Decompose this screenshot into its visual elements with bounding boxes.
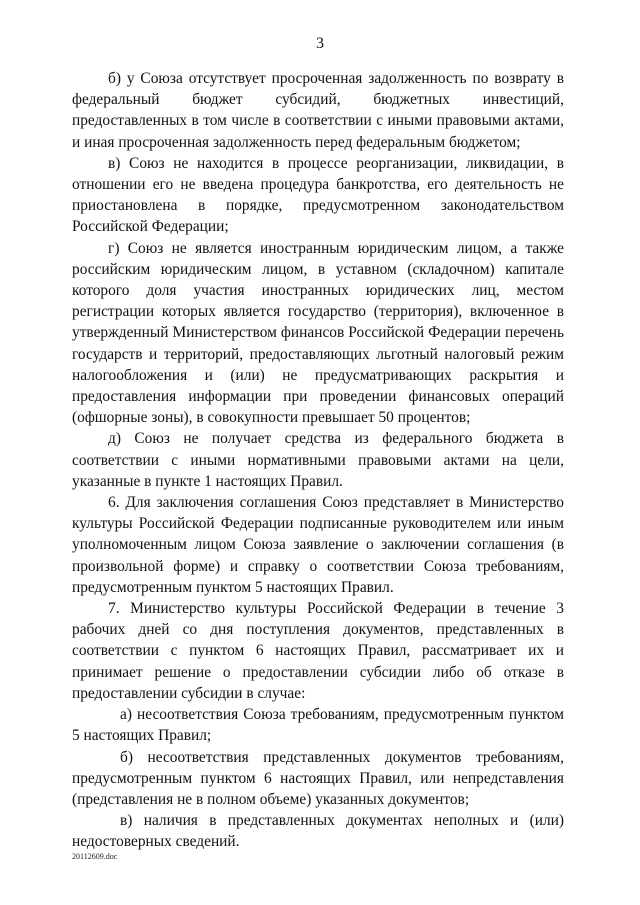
- paragraph-7b: б) несоответствия представленных документов требованиям, предусмотренным пунктом 6 настоящих Правил, или непредставления (представления не в полном объеме) указанных документов;: [72, 748, 564, 808]
- paragraph-5d: д) Союз не получает средства из федерального бюджета в соответствии с иными нормативными правовыми актами на цели, указанные в пункте 1 настоящих Правил.: [72, 430, 564, 490]
- paragraph-7v: в) наличия в представленных документах неполных и (или) недостоверных сведений.: [72, 812, 564, 851]
- paragraph-5v: в) Союз не находится в процессе реорганизации, ликвидации, в отношении его не введена процедура банкротства, его деятельность не приостановлена в порядке, предусмотренном законодательством Российской Федерации;: [72, 154, 564, 236]
- paragraph-7a: а) несоответствия Союза требованиям, предусмотренным пунктом 5 настоящих Правил;: [72, 706, 564, 745]
- footer-filename: 20112609.doc: [72, 852, 118, 861]
- document-body: [72, 68, 564, 853]
- paragraph-5b: б) у Союза отсутствует просроченная задолженность по возврату в федеральный бюджет субсидий, бюджетных инвестиций, предоставленных в том числе в соответствии с иными правовыми актами, и иная просроченная задолженность перед федеральным бюджетом;: [72, 70, 564, 151]
- page-number: 3: [316, 35, 324, 52]
- paragraph-5g: г) Союз не является иностранным юридическим лицом, а также российским юридическим лицом, в уставном (складочном) капитале которого доля участия иностранных юридических лиц, местом регистрации которых является государство (территория), включенное в утвержденный Министерством финансов Российской Федерации перечень государств и территорий, предоставляющих льготный налоговый режим налогообложения и (или) не предусматривающих раскрытия и предоставления информации при проведении финансовых операций (офшорные зоны), в совокупности превышает 50 процентов;: [72, 239, 564, 427]
- paragraph-7: 7. Министерство культуры Российской Федерации в течение 3 рабочих дней со дня поступления документов, представленных в соответствии с пунктом 6 настоящих Правил, рассматривает их и принимает решение о предоставлении субсидии либо об отказе в предоставлении субсидии в случае:: [72, 600, 564, 702]
- paragraph-6: 6. Для заключения соглашения Союз представляет в Министерство культуры Российской Федерации подписанные руководителем или иным уполномоченным лицом Союза заявление о заключении соглашения (в произвольной форме) и справку о соответствии Союза требованиям, предусмотренным пунктом 5 настоящих Правил.: [72, 494, 564, 596]
